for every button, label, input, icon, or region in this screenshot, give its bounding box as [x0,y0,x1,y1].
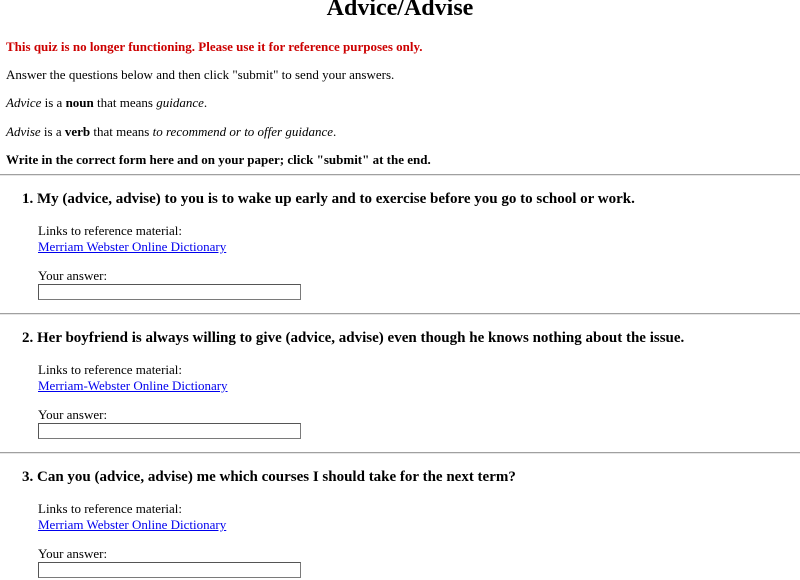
definition-connector: that means [93,95,157,110]
divider [0,452,800,454]
page-title: Advice/Advise [326,0,474,21]
instructions-text: Answer the questions below and then click "submit" to send your answers. [6,67,395,82]
definition-connector: is a [40,124,65,139]
answer-input[interactable] [38,423,301,439]
definition-meaning: to recommend or to offer guidance [152,124,334,139]
dictionary-link[interactable]: Merriam Webster Online Dictionary [38,239,227,254]
definition-advice [6,94,207,112]
question-2 [0,327,800,457]
definition-period: . [203,95,208,110]
divider [0,174,800,176]
question-text [22,466,516,488]
reference-label: Links to reference material: [38,501,183,516]
definition-meaning: guidance [156,95,204,110]
definition-part-of-speech: noun [65,95,94,110]
question-prompt: Can you (advice, advise) me which courses I should take for the next term? [37,469,516,485]
divider [0,313,800,315]
question-text [22,327,684,349]
question-prompt: Her boyfriend is always willing to give (advice, advise) even though he knows nothing about the issue. [37,330,685,346]
question-number: 2. [22,330,34,346]
question-number: 1. [22,191,34,207]
answer-label: Your answer: [38,546,108,561]
definition-period: . [333,124,337,139]
definition-connector: that means [90,124,153,139]
dictionary-link[interactable]: Merriam-Webster Online Dictionary [38,378,228,393]
write-instruction: Write in the correct form here and on your paper; click "submit" at the end. [6,152,431,167]
notice-message: This quiz is no longer functioning. Please use it for reference purposes only. [6,39,423,54]
answer-label: Your answer: [38,407,108,422]
answer-input[interactable] [38,284,301,300]
question-text [22,188,635,210]
definition-word: Advice [6,95,42,110]
reference-label: Links to reference material: [38,362,183,377]
definition-part-of-speech: verb [64,124,91,139]
question-prompt: My (advice, advise) to you is to wake up early and to exercise before you go to school or work. [37,191,635,207]
dictionary-link[interactable]: Merriam Webster Online Dictionary [38,517,227,532]
question-3 [0,466,800,580]
answer-input[interactable] [38,562,301,578]
question-number: 3. [22,469,34,485]
answer-label: Your answer: [38,268,108,283]
definition-advise [6,123,336,141]
question-1 [0,188,800,318]
definition-connector: is a [41,95,66,110]
reference-label: Links to reference material: [38,223,183,238]
definition-word: Advise [6,124,41,139]
